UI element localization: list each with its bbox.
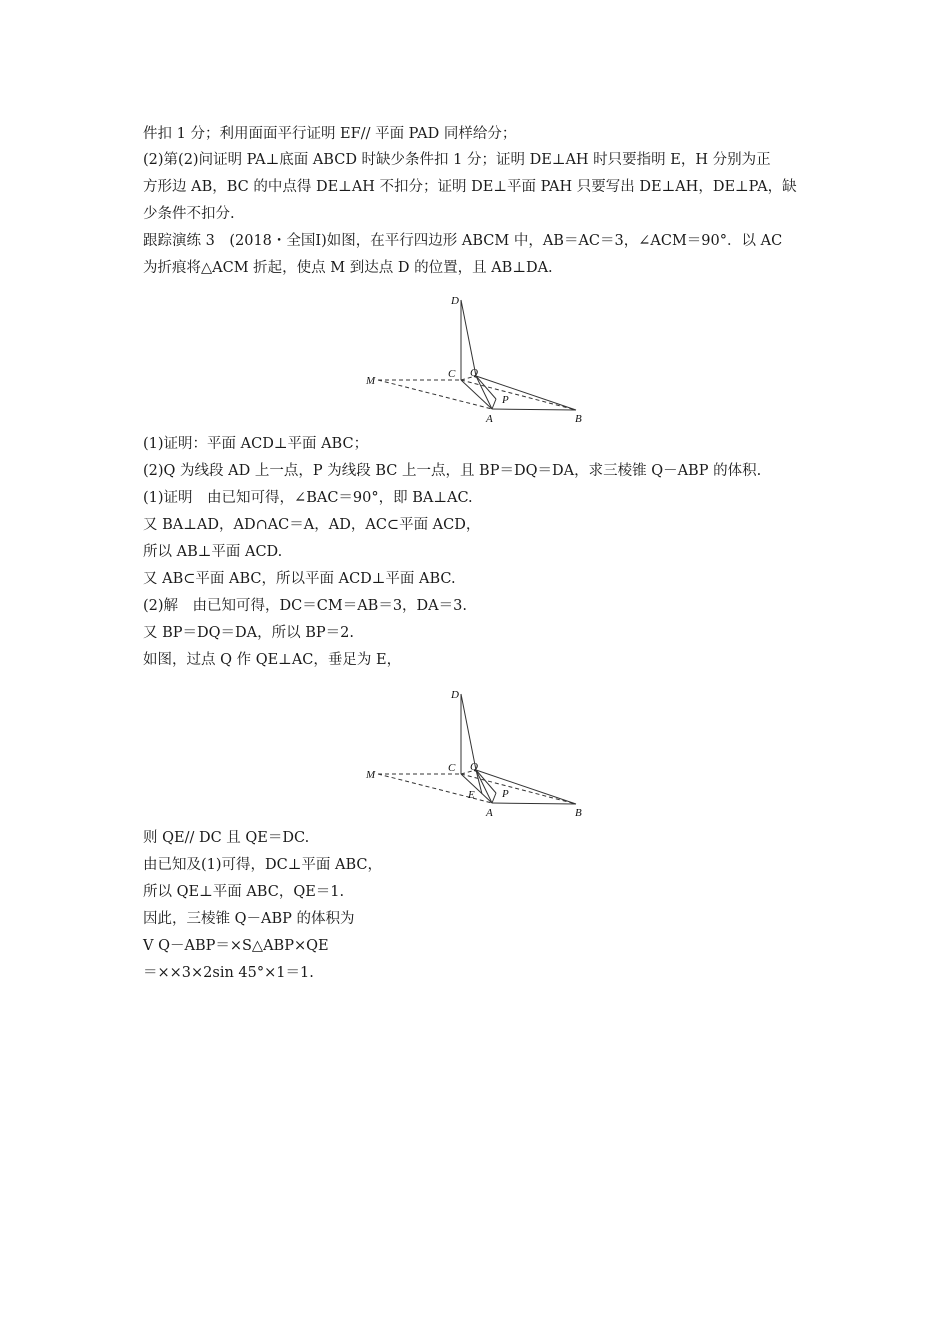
label-C: C	[448, 762, 456, 774]
text-line: 件扣 1 分；利用面面平行证明 EF// 平面 PAD 同样给分；	[143, 126, 517, 142]
label-A: A	[486, 413, 493, 425]
volume-result: ＝××3×2sin 45°×1＝1.	[143, 965, 314, 981]
text-line: (1)证明 由已知可得，∠BAC＝90°，即 BA⊥AC.	[143, 490, 473, 506]
volume-formula: V Q－ABP＝×S△ABP×QE	[143, 938, 329, 954]
text-line: (2)Q 为线段 AD 上一点，P 为线段 BC 上一点，且 BP＝DQ＝DA，求三棱锥 Q－ABP 的体积.	[143, 463, 762, 479]
label-B: B	[575, 807, 582, 819]
text-line: 则 QE// DC 且 QE＝DC.	[143, 830, 310, 846]
label-B: B	[575, 413, 582, 425]
label-Q: Q	[470, 367, 478, 379]
label-M: M	[366, 375, 376, 387]
label-C: C	[448, 368, 456, 380]
text-line: 所以 QE⊥平面 ABC，QE＝1.	[143, 884, 345, 900]
problem-statement: 为折痕将△ACM 折起，使点 M 到达点 D 的位置，且 AB⊥DA.	[143, 260, 553, 276]
label-M: M	[366, 769, 376, 781]
geometry-figure-1	[360, 292, 600, 430]
label-A: A	[486, 807, 493, 819]
label-D: D	[451, 295, 459, 307]
text-line: 方形边 AB，BC 的中点得 DE⊥AH 不扣分；证明 DE⊥平面 PAH 只要写出 DE⊥AH，DE⊥PA，缺	[143, 179, 797, 195]
text-line: 所以 AB⊥平面 ACD.	[143, 544, 283, 560]
geometry-figure-2	[360, 686, 600, 824]
text-line: (1)证明：平面 ACD⊥平面 ABC；	[143, 436, 369, 452]
label-D: D	[451, 689, 459, 701]
text-line: 如图，过点 Q 作 QE⊥AC，垂足为 E，	[143, 652, 402, 668]
label-Q: Q	[470, 761, 478, 773]
text-line: 又 AB⊂平面 ABC，所以平面 ACD⊥平面 ABC.	[143, 571, 456, 587]
label-E: E	[468, 789, 475, 801]
text-line: (2)第(2)问证明 PA⊥底面 ABCD 时缺少条件扣 1 分；证明 DE⊥AH 时只要指明 E，H 分别为正	[143, 152, 771, 168]
label-P: P	[502, 394, 509, 406]
label-P: P	[502, 788, 509, 800]
text-line: 又 BP＝DQ＝DA，所以 BP＝2.	[143, 625, 354, 641]
text-line: 少条件不扣分.	[143, 206, 235, 222]
text-line: 因此，三棱锥 Q－ABP 的体积为	[143, 911, 355, 927]
text-line: (2)解 由已知可得，DC＝CM＝AB＝3，DA＝3.	[143, 598, 467, 614]
problem-statement: 跟踪演练 3 (2018・全国Ⅰ)如图，在平行四边形 ABCM 中，AB＝AC＝3，∠ACM＝90°．以 AC	[143, 233, 783, 249]
text-line: 又 BA⊥AD，AD∩AC＝A，AD，AC⊂平面 ACD，	[143, 517, 481, 533]
text-line: 由已知及(1)可得，DC⊥平面 ABC，	[143, 857, 382, 873]
